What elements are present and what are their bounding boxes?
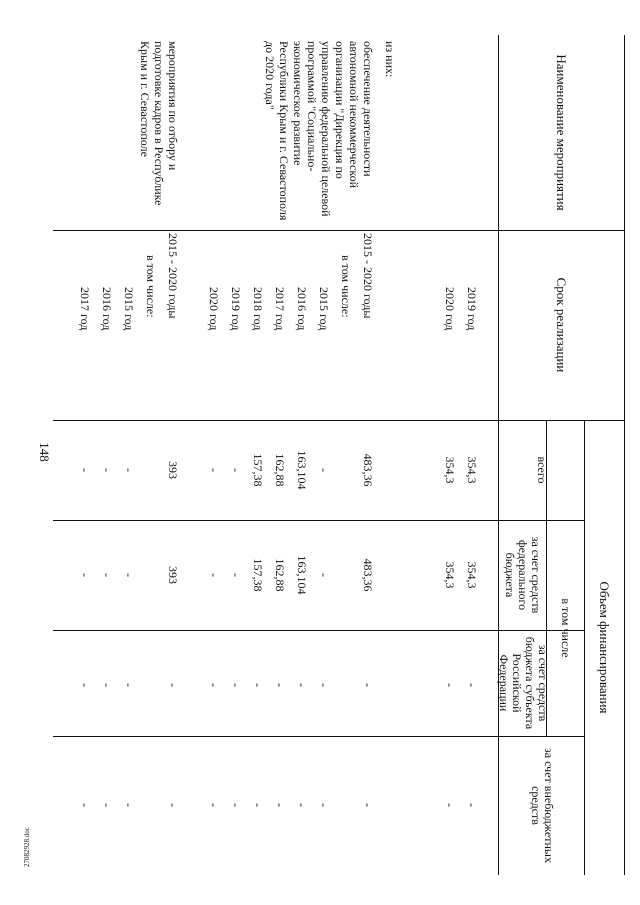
cell-extra: -: [100, 803, 114, 807]
cell-regional: -: [166, 683, 180, 687]
row-period: 2015 год: [122, 287, 136, 331]
cell-federal: -: [207, 573, 221, 577]
row-period: 2015 - 2020 годы: [361, 233, 375, 319]
cell-regional: -: [361, 683, 375, 687]
cell-total: 354,3: [465, 456, 479, 484]
row-period: в том числе:: [339, 255, 353, 318]
row-period: 2018 год: [251, 287, 265, 331]
cell-regional: -: [207, 683, 221, 687]
row-period: 2017 год: [273, 287, 287, 331]
row-period: 2019 год: [229, 287, 243, 331]
header-financing: Объем финансирования: [597, 581, 613, 714]
cell-federal: -: [122, 573, 136, 577]
cell-total: -: [207, 468, 221, 472]
cell-federal: 393: [166, 566, 180, 584]
cell-extra: -: [166, 803, 180, 807]
cell-extra: -: [295, 803, 309, 807]
rotated-table-sheet: [53, 35, 625, 875]
cell-extra: -: [207, 803, 221, 807]
footer-filename: 27082928.doc: [23, 827, 31, 867]
header-including: в том числе: [559, 598, 574, 658]
cell-total: 163,104: [295, 450, 309, 490]
cell-federal: -: [229, 573, 243, 577]
cell-extra: -: [317, 803, 331, 807]
row-period: 2020 год: [443, 287, 457, 331]
cell-total: 354,3: [443, 456, 457, 484]
cell-regional: -: [295, 683, 309, 687]
group-2-name: мероприятия по отбору и подготовке кадров в Республике Крым и г. Севастополе: [138, 41, 180, 206]
cell-total: -: [229, 468, 243, 472]
cell-regional: -: [100, 683, 114, 687]
cell-total: 483,36: [361, 453, 375, 487]
cell-regional: -: [78, 683, 92, 687]
header-period: Срок реализации: [554, 277, 570, 373]
cell-federal: -: [100, 573, 114, 577]
cell-extra: -: [122, 803, 136, 807]
header-name: Наименование мероприятия: [554, 54, 570, 211]
cell-extra: -: [78, 803, 92, 807]
cell-total: -: [100, 468, 114, 472]
row-period: 2019 год: [465, 287, 479, 331]
cell-federal: 483,36: [361, 558, 375, 592]
cell-total: -: [122, 468, 136, 472]
row-period: 2015 год: [317, 287, 331, 331]
col-divider-federal: [53, 630, 585, 631]
row-period: 2020 год: [207, 287, 221, 331]
cell-extra: -: [443, 803, 457, 807]
cell-total: -: [78, 468, 92, 472]
row-period: 2017 год: [78, 287, 92, 331]
cell-federal: 157,38: [251, 558, 265, 592]
cell-total: 393: [166, 461, 180, 479]
cell-regional: -: [443, 683, 457, 687]
col-divider-total: [53, 520, 585, 521]
cell-extra: -: [273, 803, 287, 807]
from-them-label: из них:: [383, 41, 397, 78]
cell-federal: 162,88: [273, 558, 287, 592]
cell-regional: -: [229, 683, 243, 687]
row-period: 2016 год: [100, 287, 114, 331]
row-period: 2016 год: [295, 287, 309, 331]
group-1-name: обеспечение деятельности автономной некоммерческой организации "Дирекция по управлению федеральной целевой программой "Социально-экономическое развитие Республики Крым и г. Севастополя до 2020 года": [263, 41, 375, 221]
cell-regional: -: [317, 683, 331, 687]
cell-regional: -: [251, 683, 265, 687]
cell-federal: 354,3: [465, 561, 479, 589]
cell-federal: -: [317, 573, 331, 577]
cell-extra: -: [361, 803, 375, 807]
cell-extra: -: [465, 803, 479, 807]
cell-extra: -: [229, 803, 243, 807]
col-divider-regional: [53, 736, 585, 737]
header-extrabudget: за счет внебюджетных средств: [529, 748, 556, 863]
header-federal: за счет средств федерального бюджета: [503, 536, 544, 614]
cell-regional: -: [465, 683, 479, 687]
cell-total: 157,38: [251, 453, 265, 487]
row-period: в том числе:: [144, 255, 158, 318]
cell-total: -: [317, 468, 331, 472]
page-number: 148: [37, 442, 52, 462]
header-regional: за счет средств бюджета субъекта Российской Федерации: [497, 636, 550, 730]
cell-regional: -: [122, 683, 136, 687]
row-period: 2015 - 2020 годы: [166, 233, 180, 319]
cell-federal: 354,3: [443, 561, 457, 589]
cell-federal: 163,104: [295, 555, 309, 595]
cell-extra: -: [251, 803, 265, 807]
header-total: всего: [535, 456, 550, 484]
cell-regional: -: [273, 683, 287, 687]
cell-federal: -: [78, 573, 92, 577]
cell-total: 162,88: [273, 453, 287, 487]
